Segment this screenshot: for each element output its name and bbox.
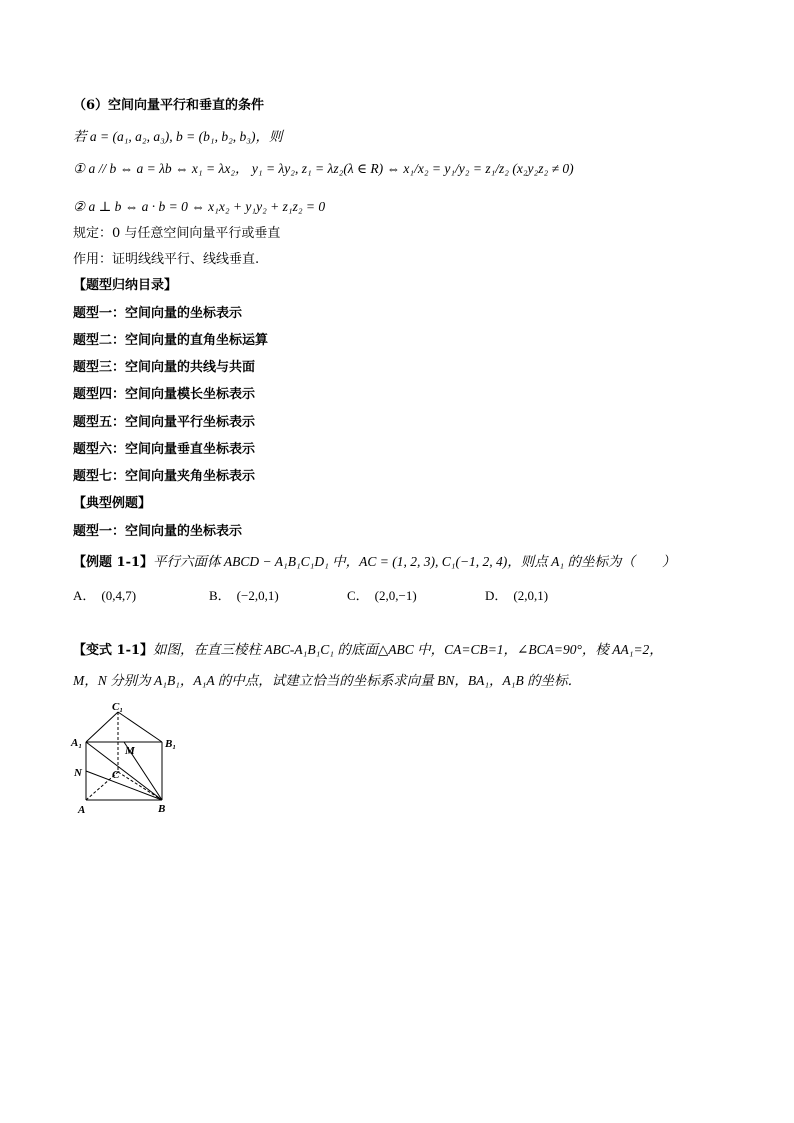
label-b1: B₁ [165, 738, 177, 750]
catalog-item: 题型七：空间向量夹角坐标表示 [73, 469, 256, 484]
option-b[interactable]: B． (−2,0,1) [209, 588, 279, 603]
label-a: A [78, 804, 86, 816]
catalog-item: 题型五：空间向量平行坐标表示 [73, 415, 256, 430]
parallel-condition: ① a // b ⇔ a = λb ⇔ x₁ = λx₂， y₁ = λy₂, z₁ = λz₂(λ ∈ R) ⇔ x₁/x₂ = y₁/y₂ = z₁/z₂ (x₂y₂z₂ ≠ 0) [73, 161, 574, 176]
example-text: 平行六面体 ABCD − A₁B₁C₁D₁ 中，AC = (1, 2, 3), C₁(−1, 2, 4)，则点 A₁ 的坐标为（ ） [153, 554, 676, 569]
option-c[interactable]: C． (2,0,−1) [347, 588, 417, 603]
variant-label: 【变式 1-1】 [73, 643, 154, 658]
perpendicular-condition: ② a ⊥ b ⇔ a · b = 0 ⇔ x₁x₂ + y₁y₂ + z₁z₂ = 0 [73, 199, 326, 214]
label-a1: A₁ [71, 737, 83, 749]
catalog-item: 题型四：空间向量模长坐标表示 [73, 387, 256, 402]
label-c: C [112, 769, 120, 781]
answer-options [73, 586, 673, 606]
label-n: N [74, 767, 82, 779]
catalog-item: 题型六：空间向量垂直坐标表示 [73, 442, 256, 457]
vectors-given: 若 a = (a₁, a₂, a₃), b = (b₁, b₂, b₃)，则 [73, 129, 283, 144]
catalog-item: 题型三：空间向量的共线与共面 [73, 360, 256, 375]
variant-text: 如图，在直三棱柱 ABC-A₁B₁C₁ 的底面△ABC 中，CA=CB=1，∠BCA=90°，棱 AA₁=2， [153, 642, 663, 657]
section-heading: （6）空间向量平行和垂直的条件 [73, 98, 265, 113]
prism-figure [66, 700, 186, 820]
segment-a1-b [86, 742, 162, 800]
use-text: 作用：证明线线平行、线线垂直. [73, 252, 260, 267]
example-1-1 [73, 552, 676, 573]
catalog-item: 题型一：空间向量的坐标表示 [73, 306, 243, 321]
label-m: M [125, 745, 135, 757]
examples-title: 【典型例题】 [73, 496, 152, 511]
rule-text: 规定：0 与任意空间向量平行或垂直 [73, 226, 281, 241]
option-a[interactable]: A． (0,4,7) [73, 588, 137, 603]
variant-1-1-line1 [73, 640, 663, 661]
label-b: B [158, 803, 166, 815]
catalog-item: 题型二：空间向量的直角坐标运算 [73, 333, 269, 348]
variant-1-1-line2: M，N 分别为 A₁B₁，A₁A 的中点，试建立恰当的坐标系求向量 BN，BA₁，A₁B 的坐标． [73, 673, 582, 688]
edge-a1-c1 [86, 712, 118, 742]
type1-heading: 题型一：空间向量的坐标表示 [73, 524, 243, 539]
option-d[interactable]: D． (2,0,1) [485, 588, 549, 603]
label-c1: C₁ [112, 701, 124, 713]
example-label: 【例题 1-1】 [73, 555, 154, 570]
catalog-title: 【题型归纳目录】 [73, 278, 178, 293]
edge-c1-b1 [118, 712, 162, 742]
